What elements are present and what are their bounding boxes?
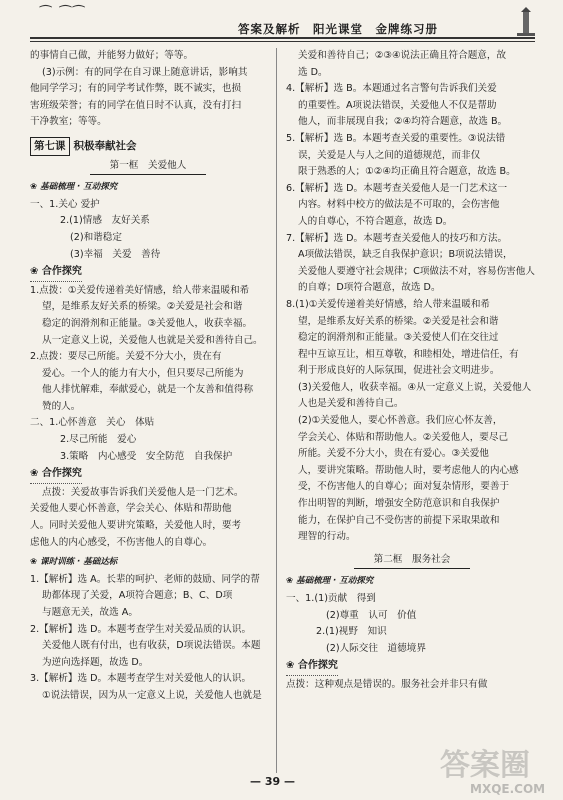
answer-line: 作出明智的判断，增强安全防范意识和自我保护 [298, 498, 500, 510]
text-line: 望，是维系友好关系的桥梁。②关爱是社会和谐 [42, 301, 243, 313]
answer-line: A项做法错误，缺乏自我保护意识；B项说法错误， [298, 249, 513, 261]
text-line: 干净教室；等等。 [30, 116, 107, 128]
answer-line: 5.【解析】选 B。本题考查关爱的重要性。③说法错 [286, 132, 506, 144]
answer-line: 7.【解析】选 D。本题考查关爱他人的技巧和方法。 [286, 232, 508, 244]
answer-line: (3)关爱他人，收获幸福。④从一定意义上说，关爱他人 [298, 381, 532, 393]
answer-line: 程中互谅互让，相互尊敬，和睦相处，增进信任，有 [298, 348, 519, 360]
text-line: 他同学学习；有的同学考试作弊，既不诚实，也损 [30, 83, 242, 95]
answer-line: 与题意无关，故选 A。 [42, 607, 138, 618]
page-number: — 39 — [250, 775, 295, 788]
text-line: 他人排忧解难，奉献爱心，就是一个友善和值得称 [42, 384, 254, 396]
lesson-title: 积极奉献社会 [73, 139, 137, 152]
answer-line: 利于形成良好的人际氛围，促进社会文明进步。 [298, 365, 500, 377]
answer-line: 他人，而非展现自我；②④均符合题意，故选 B。 [298, 116, 508, 128]
answer-line: 望，是维系友好关系的桥梁。②关爱是社会和谐 [298, 315, 499, 327]
answer-line: 8.(1)①关爱传递着美好情感，给人带来温暖和希 [286, 298, 491, 310]
section-practice: ❀ 课时训练 · 基础达标 [30, 557, 118, 568]
text-line: 关爱他人要心怀善意，学会关心、体贴和帮助他 [30, 503, 232, 515]
watermark-url: MXQE.COM [470, 782, 546, 796]
text-line: (3)示例：有的同学在自习课上随意讲话，影响其 [42, 66, 248, 78]
answer-line: 3.【解析】选 D。本题考查学生对关爱他人的认识。 [30, 673, 252, 685]
text-line: 的事情自己做，并能努力做好；等等。 [30, 50, 194, 61]
outline-line: (2)人际交往 道德境界 [326, 642, 426, 654]
answer-line: 所能。关爱不分大小，贵在有爱心。③关爱他 [298, 448, 489, 460]
outline-line: 一、1.(1)贡献 得到 [286, 593, 376, 604]
watermark: 答案圈 [440, 748, 530, 783]
answer-line: 稳定的润滑剂和正能量。③关爱使人们在交往过 [298, 332, 499, 344]
answer-line: 人的自尊心，不符合题意，故选 D。 [298, 215, 453, 227]
header-title: 答案及解析 阳光课堂 金牌练习册 [238, 22, 438, 36]
birds-decoration-icon: ⁀ ⁀⁀ [40, 6, 87, 22]
outline-line: (2)和谐稳定 [70, 231, 122, 243]
lesson-tag: 第七课 [30, 137, 70, 156]
header-rule [30, 37, 535, 39]
text-line: 害班级荣誉；有的同学在值日时不认真，没有打扫 [30, 99, 242, 111]
frame-title: 第一框 关爱他人 [30, 158, 266, 176]
lighthouse-icon [515, 6, 537, 36]
text-line: 1.点拨：①关爱传递着美好情感，给人带来温暖和希 [30, 284, 250, 296]
answer-line: 受，不伤害他人的自尊心；面对复杂情形，要善于 [298, 481, 510, 493]
answer-line: 关爱他人既有付出，也有收获，D项说法错误。本题 [42, 640, 261, 652]
section-cooperate: ❀ 合作探究 [286, 658, 338, 676]
outline-line: (3)幸福 关爱 善待 [70, 248, 161, 260]
section-cooperate: ❀ 合作探究 [30, 466, 82, 484]
section-basic: ❀ 基础梳理 · 互动探究 [30, 182, 118, 193]
answer-line: 人，要讲究策略。帮助他人时，要考虑他人的内心感 [298, 464, 519, 476]
answer-line: 2.【解析】选 D。本题考查学生对关爱品质的认识。 [30, 623, 252, 635]
answer-line: 能力，在保护自己不受伤害的前提下采取果敢和 [298, 514, 500, 526]
text-line: 点拨：关爱故事告诉我们关爱他人是一门艺术。 [42, 486, 244, 498]
outline-line: 2.(1)视野 知识 [316, 626, 387, 638]
text-line: 虑他人的内心感受，不伤害他人的自尊心。 [30, 536, 213, 548]
text-line: 爱心。一个人的能力有大小，但只要尽己所能为 [42, 367, 244, 379]
lesson-heading [30, 137, 266, 156]
outline-line: 3.策略 内心感受 安全防范 自我保护 [60, 450, 233, 462]
answer-line: 限于熟悉的人；①②④均正确且符合题意，故选 B。 [298, 166, 516, 178]
answer-line: 理智的行动。 [298, 531, 356, 543]
text-line: 稳定的润滑剂和正能量。③关爱他人，收获幸福。 [42, 317, 253, 329]
section-cooperate: ❀ 合作探究 [30, 264, 82, 282]
answer-line: 关爱他人要遵守社会规律；C项做法不对，容易伤害他人 [298, 265, 535, 277]
text-line: 赞的人。 [42, 400, 81, 412]
page-header [0, 0, 563, 46]
answer-line: (2)①关爱他人，要心怀善意。我们应心怀友善， [298, 415, 503, 427]
outline-line: (2)尊重 认可 价值 [326, 609, 417, 621]
answer-line: 6.【解析】选 D。本题考查关爱他人是一门艺术这一 [286, 182, 508, 194]
answer-line: 人也是关爱和善待自己。 [298, 398, 404, 410]
left-column [30, 48, 266, 705]
text-line: 关爱和善待自己；②③④说法正确且符合题意，故 [298, 50, 507, 61]
outline-line: 一、1.关心 爱护 [30, 198, 100, 210]
answer-line: 的重要性。A项说法错误，关爱他人不仅是帮助 [298, 99, 497, 111]
answer-line: 的自尊；D项符合题意，故选 D。 [298, 282, 441, 294]
outline-line: 2.(1)情感 友好关系 [60, 215, 150, 227]
header-rule-thin [30, 41, 535, 42]
frame-title: 第二框 服务社会 [286, 552, 538, 570]
answer-line: 内容。材料中校方的做法是不可取的，会伤害他 [298, 199, 500, 211]
answer-line: 误，关爱是人与人之间的道德规范，而非仅 [298, 149, 481, 161]
text-line: 从一定意义上说，关爱他人也就是关爱和善待自己。 [42, 334, 263, 346]
text-line: 点拨：这种观点是错误的。服务社会并非只有做 [286, 678, 488, 690]
answer-line: 助都体现了关爱，A项符合题意；B、C、D项 [42, 590, 233, 602]
answer-line: 为逆向选择题，故选 D。 [42, 656, 149, 668]
outline-line: 2.尽己所能 爱心 [60, 434, 137, 446]
answer-line: 学会关心、体贴和帮助他人。②关爱他人，要尽己 [298, 431, 509, 443]
outline-line: 二、1.心怀善意 关心 体贴 [30, 417, 155, 429]
answer-line: 4.【解析】选 B。本题通过名言警句告诉我们关爱 [286, 83, 497, 95]
text-line: 2.点拨：要尽己所能。关爱不分大小，贵在有 [30, 351, 222, 363]
text-line: 人。同时关爱他人要讲究策略，关爱他人时，要考 [30, 520, 242, 532]
column-divider [276, 48, 277, 773]
section-basic: ❀ 基础梳理 · 互动探究 [286, 576, 374, 587]
text-line: 选 D。 [298, 66, 328, 78]
right-column [286, 48, 538, 694]
answer-line: ①说法错误，因为从一定意义上说，关爱他人也就是 [42, 689, 262, 701]
answer-line: 1.【解析】选 A。长辈的呵护、老师的鼓励、同学的帮 [30, 573, 260, 585]
